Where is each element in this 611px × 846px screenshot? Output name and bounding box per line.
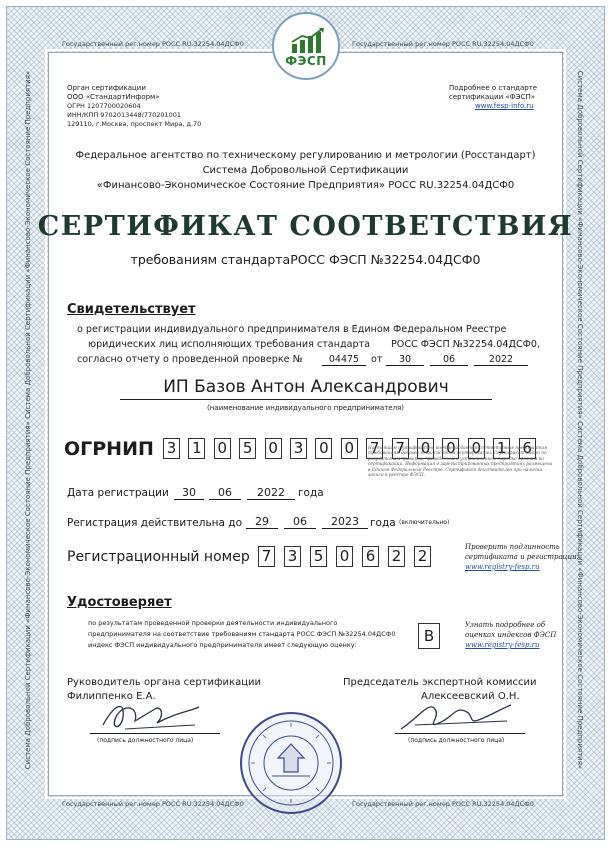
reg-check-link[interactable]: www.registry-fesp.ru	[465, 563, 540, 571]
frame-reg-top-right: Государственный рег.номер РОСС RU.32254.04ДСФ0	[352, 40, 534, 48]
agency-line2: Система Добровольной Сертификации	[202, 165, 409, 176]
agency-line3: «Финансово-Экономическое Состояние Предприятия» РОСС RU.32254.04ДСФ0	[96, 180, 515, 191]
left-signature-caption: (подпись должностного лица)	[97, 737, 194, 744]
frame-reg-top-left: Государственный рег.номер РОСС RU.32254.04ДСФ0	[62, 40, 244, 48]
ogrnip-digit-1: 3	[163, 438, 180, 459]
report-year: 2022	[474, 354, 528, 366]
reg-date-label: Дата регистрации	[67, 487, 169, 499]
ogrnip-digit-14: 1	[493, 438, 510, 459]
holder-name: ИП Базов Антон Александрович	[163, 377, 449, 397]
ogrnip-digit-7: 0	[315, 438, 332, 459]
reg-year: 2022	[247, 486, 295, 500]
ogrnip-digit-6: 3	[290, 438, 307, 459]
valid-until-label: Регистрация действительна до	[67, 517, 242, 529]
left-signature-icon	[95, 695, 205, 737]
certificate-subtitle: требованиям стандартаРОСС ФЭСП №32254.04ДСФ0	[130, 252, 481, 267]
holder-underline	[120, 399, 492, 400]
confirms-line3: индекс ФЭСП индивидуального предпринимателя имеет следующую оценку:	[88, 641, 357, 649]
report-month: 06	[430, 354, 468, 366]
ogrnip-digit-13: 0	[468, 438, 485, 459]
reg-number-digit-2: 3	[284, 546, 301, 567]
report-number: 04475	[322, 354, 366, 366]
right-signature-caption: (подпись должностного лица)	[408, 737, 505, 744]
certifies-line3: согласно отчету о проведенной проверке №	[77, 354, 303, 365]
frame-side-left-text: Система Добровольной Сертификации «Финансово-Экономическое Состояние Предприятия» Система Добровольной Сертификации «Финансово-Экономическое Состояние Предприятия»	[24, 70, 32, 770]
ogrnip-digit-3: 0	[214, 438, 231, 459]
frame-reg-bottom-left: Государственный рег.номер РОСС RU.32254.04ДСФ0	[62, 800, 244, 808]
left-signature-line	[90, 733, 220, 734]
reg-number-digit-1: 7	[258, 546, 275, 567]
ogrnip-digit-5: 0	[265, 438, 282, 459]
ogrnip-digit-11: 0	[417, 438, 434, 459]
reg-number-digit-5: 6	[362, 546, 379, 567]
valid-inclusive-note: (включительно)	[399, 519, 450, 526]
reg-year-suffix: года	[298, 487, 324, 499]
certifies-line1: о регистрации индивидуального предпринимателя в Едином Федеральном Реестре	[77, 324, 507, 335]
growth-chart-icon	[290, 28, 326, 54]
right-signature-icon	[395, 695, 515, 737]
confirms-line1: по результатам проведенной проверки деятельности индивидуального	[88, 619, 338, 627]
reg-number-digit-7: 2	[414, 546, 431, 567]
cert-body-name: ООО «СтандартИнформ»	[67, 93, 160, 101]
confirms-line2: предпринимателя на соответствие требованиям стандарта РОСС ФЭСП №32254.04ДСФ0	[88, 630, 396, 638]
frame-reg-bottom-right: Государственный рег.номер РОСС RU.32254.04ДСФ0	[352, 800, 534, 808]
reg-check-line1: Проверить подлинность	[465, 543, 560, 551]
fine-print: Настоящим сертификатом подтверждается соответствие предприятия требованиям добровольной системы сертификации. Сертификат выдан по результатам проверки, проведенной в установленном порядке органом по сертификации. Информация о зарегистрированных предприятиях размещена в Едином Федеральном Реестре. Сертификат действителен при наличии записи в реестре ФЭСП.	[368, 446, 553, 479]
reg-number-label: Регистрационный номер	[67, 549, 250, 565]
confirms-heading: Удостоверяет	[67, 595, 172, 610]
ogrnip-digit-10: 7	[392, 438, 409, 459]
report-day: 30	[386, 354, 424, 366]
agency-line1: Федеральное агентство по техническому регулированию и метрологии (Росстандарт)	[75, 150, 536, 161]
left-signer-name: Филиппенко Е.А.	[67, 691, 156, 702]
ogrnip-label: ОГРНИП	[64, 438, 154, 460]
grade-info-link[interactable]: www.registry-fesp.ru	[465, 641, 540, 649]
cert-body-inn: ИНН/КПП 9702013448/770201001	[67, 111, 182, 119]
valid-year: 2023	[322, 515, 368, 529]
cert-body-address: 129110, г.Москва, проспект Мира, д.70	[67, 120, 202, 128]
fesp-grade: В	[418, 623, 440, 649]
ogrnip-digit-12: 0	[442, 438, 459, 459]
report-from-label: от	[371, 354, 383, 365]
right-signer-title: Председатель экспертной комиссии	[343, 677, 537, 688]
frame-side-right-text: Система Добровольной Сертификации «Финансово-Экономическое Состояние Предприятия» Система Добровольной Сертификации «Финансово-Экономическое Состояние Предприятия»	[576, 70, 584, 770]
certificate-title: СЕРТИФИКАТ СООТВЕТСТВИЯ	[37, 211, 574, 242]
certifies-standard: РОСС ФЭСП №32254.04ДСФ0,	[391, 339, 541, 350]
reg-number-digit-3: 5	[310, 546, 327, 567]
grade-info-line2: оценках индексов ФЭСП	[465, 631, 557, 639]
valid-year-suffix: года	[370, 517, 396, 529]
reg-number-digit-6: 2	[388, 546, 405, 567]
right-signer-name: Алексеевский О.Н.	[421, 691, 520, 702]
ogrnip-digit-4: 5	[239, 438, 256, 459]
ogrnip-digit-9: 7	[366, 438, 383, 459]
right-signature-line	[395, 733, 525, 734]
logo-text: ФЭСП	[285, 54, 327, 68]
standard-info-link[interactable]: www.fesp-info.ru	[475, 102, 534, 110]
valid-month: 06	[284, 515, 316, 529]
standard-info-line2: сертификации «ФЭСП»	[449, 93, 535, 101]
ogrnip-digit-2: 1	[188, 438, 205, 459]
reg-number-digit-4: 0	[336, 546, 353, 567]
certifies-line2: юридических лиц исполняющих требования стандарта	[88, 339, 371, 350]
reg-month: 06	[209, 486, 241, 500]
valid-day: 29	[246, 515, 278, 529]
left-signer-title: Руководитель органа сертификации	[67, 677, 262, 688]
cert-body-ogrn: ОГРН 1207700020604	[67, 102, 141, 110]
holder-caption: (наименование индивидуального предпринимателя)	[206, 404, 404, 412]
stamp-seal-icon	[240, 712, 342, 814]
certifies-heading: Свидетельствует	[67, 302, 196, 317]
fesp-logo	[272, 12, 340, 80]
ogrnip-digit-15: 6	[519, 438, 536, 459]
reg-day: 30	[174, 486, 204, 500]
grade-info-line1: Узнать подробнее об	[465, 621, 546, 629]
standard-info-line1: Подробнее о стандарте	[449, 84, 538, 92]
ogrnip-digit-8: 0	[341, 438, 358, 459]
reg-check-line2: сертификата и регистрации:	[465, 553, 579, 561]
cert-body-label: Орган сертификации	[67, 84, 146, 92]
